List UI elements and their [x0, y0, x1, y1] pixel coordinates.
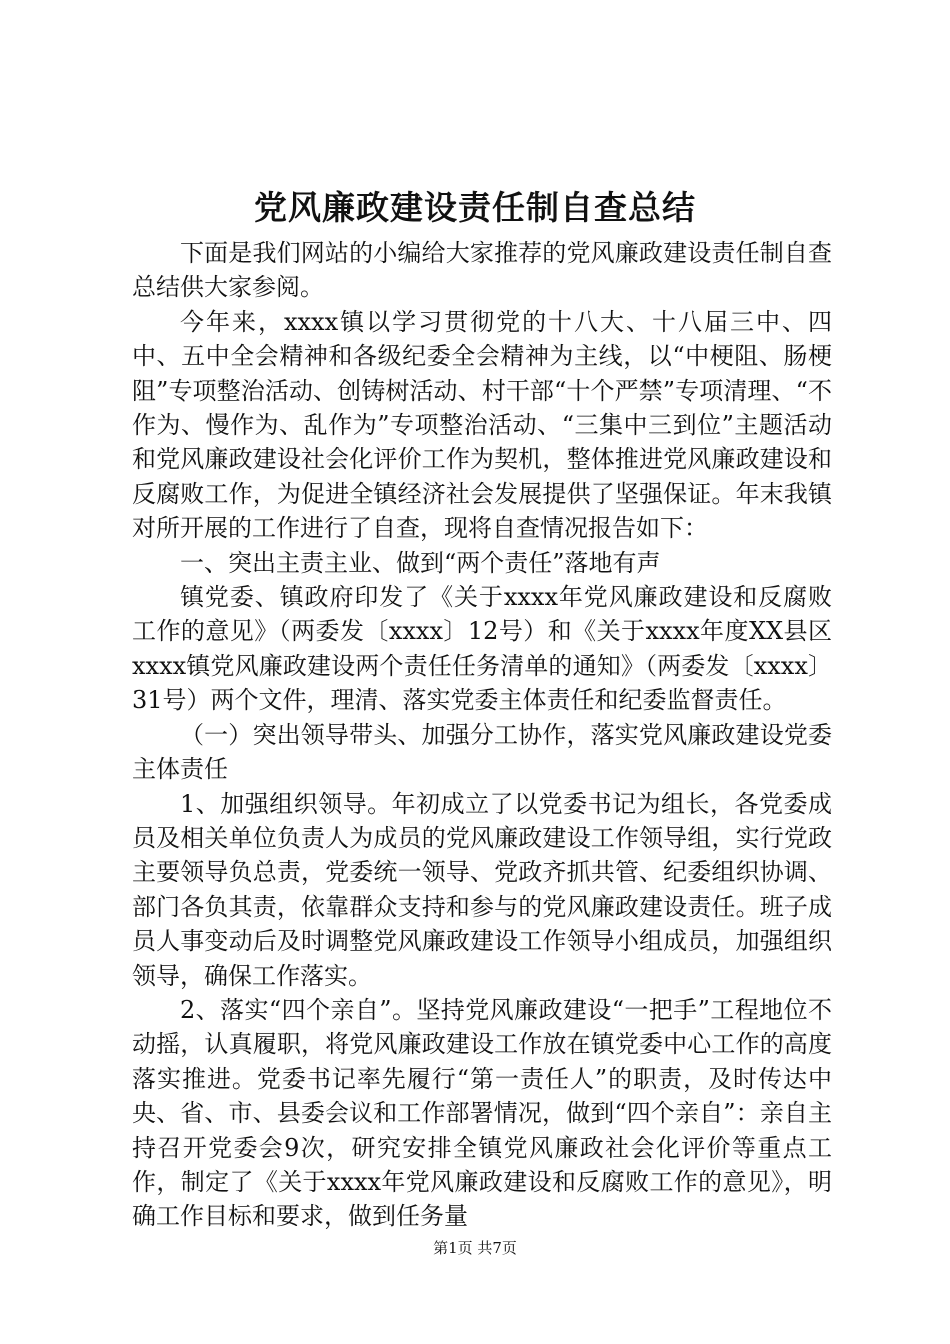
paragraph-overview: 今年来，xxxx镇以学习贯彻党的十八大、十八届三中、四中、五中全会精神和各级纪委全会精神为主线，以“中梗阻、肠梗阻”专项整治活动、创铸树活动、村干部“十个严禁”专项清理、“不作为、慢作为、乱作为”专项整治活动、“三集中三到位”主题活动和党风廉政建设社会化评价工作为契机，整体推进党风廉政建设和反腐败工作，为促进全镇经济社会发展提供了坚强保证。年末我镇对所开展的工作进行了自查，现将自查情况报告如下：	[132, 307, 832, 543]
paragraph-intro: 下面是我们网站的小编给大家推荐的党风廉政建设责任制自查总结供大家参阅。	[132, 239, 832, 302]
paragraph-documents: 镇党委、镇政府印发了《关于xxxx年党风廉政建设和反腐败工作的意见》（两委发〔xxxx〕12号）和《关于xxxx年度XX县区xxxx镇党风廉政建设两个责任任务清单的通知》（两委发〔xxxx〕31号）两个文件，理清、落实党委主体责任和纪委监督责任。	[132, 583, 832, 715]
paragraph-organization: 1、加强组织领导。年初成立了以党委书记为组长，各党委成员及相关单位负责人为成员的党风廉政建设工作领导组，实行党政主要领导负总责，党委统一领导、党政齐抓共管、纪委组织协调、部门各负其责，依靠群众支持和参与的党风廉政建设责任。班子成员人事变动后及时调整党风廉政建设工作领导小组成员，加强组织领导，确保工作落实。	[132, 789, 832, 990]
subsection-heading-1: （一）突出领导带头、加强分工协作，落实党风廉政建设党委主体责任	[132, 720, 832, 784]
paragraph-four-personal: 2、落实“四个亲自”。坚持党风廉政建设“一把手”工程地位不动摇，认真履职，将党风廉政建设工作放在镇党委中心工作的高度落实推进。党委书记率先履行“第一责任人”的职责，及时传达中央、省、市、县委会议和工作部署情况，做到“四个亲自”：亲自主持召开党委会9次，研究安排全镇党风廉政社会化评价等重点工作，制定了《关于xxxx年党风廉政建设和反腐败工作的意见》，明确工作目标和要求，做到任务量	[132, 995, 832, 1231]
document-body	[132, 236, 832, 1234]
section-heading-1: 一、突出主责主业、做到“两个责任”落地有声	[180, 548, 661, 577]
document-title: 党风廉政建设责任制自查总结	[254, 188, 696, 227]
page-footer: 第1页 共7页	[433, 1239, 517, 1257]
